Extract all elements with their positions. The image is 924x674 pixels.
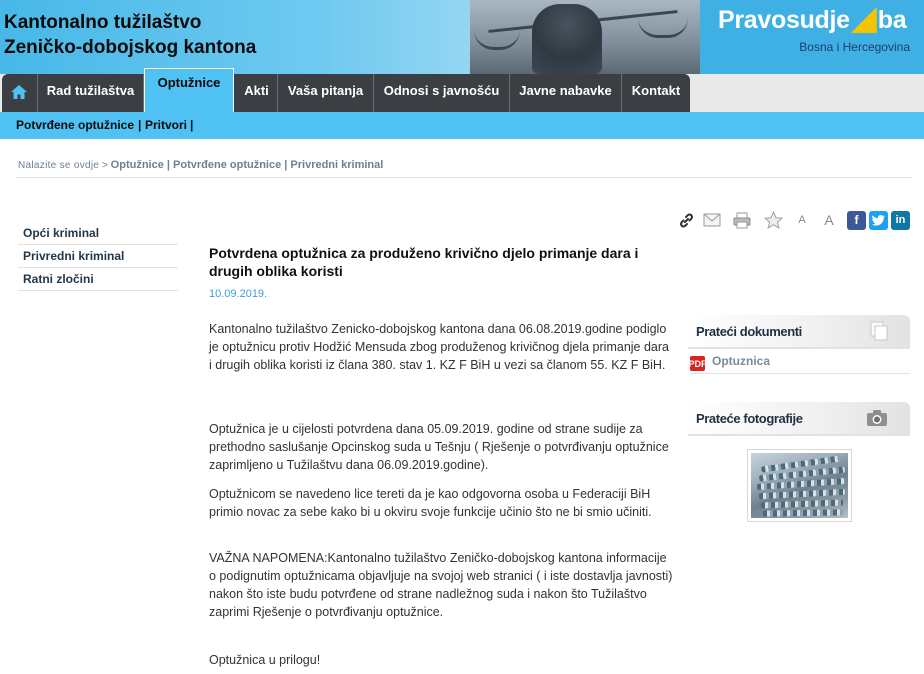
subnav-potvrdene-optuznice[interactable]: Potvrđene optužnice [16,118,135,132]
site-title-line2: Zeničko-dobojskog kantona [4,37,257,58]
facebook-icon: f [847,211,866,230]
font-increase-button[interactable]: A [824,212,834,228]
article-header [209,244,679,300]
attached-photo-image [751,453,848,518]
attached-photo-thumbnail[interactable] [747,449,852,522]
logo-subtitle: Bosna i Hercegovina [799,40,910,54]
site-header [0,0,924,74]
subnav-separator: | [138,118,142,132]
camera-icon [864,408,890,428]
article-paragraph: Optužnica u prilogu! [209,653,321,667]
article-paragraph: Optužnica je u cijelosti potvrdena dana 05.09.2019. godine od strane sudije za prethodno saslušanje Opcinskog suda u Tešnju ( Rješenje o potvrđivanju optužnice zaprimljeno u Tužilaštvu dana 06.09.2019.godine). [209,422,669,472]
logo-mark-icon [851,7,877,33]
pdf-icon: PDF [690,356,705,371]
email-icon[interactable] [701,210,723,230]
sub-nav [0,112,924,139]
header-justice-statue-image [470,0,700,74]
subnav-pritvori[interactable]: Pritvori [145,118,188,132]
nav-javne-nabavke[interactable]: Javne nabavke [510,74,622,112]
nav-home[interactable] [2,74,38,112]
nav-rad-tuzilastva[interactable]: Rad tužilaštva [38,74,144,112]
site-title-line1: Kantonalno tužilaštvo [4,12,202,33]
twitter-share-button[interactable] [869,210,888,230]
link-icon[interactable] [676,210,696,230]
left-menu-item-ratni-zlocini[interactable]: Ratni zločini [18,268,178,291]
subnav-separator: | [190,118,194,132]
nav-kontakt[interactable]: Kontakt [631,83,681,98]
article-title: Potvrdena optužnica za produženo krivično djelo primanje dara i drugih oblika koristi [209,245,639,279]
linkedin-icon: in [891,211,910,230]
left-menu [18,222,178,291]
pravosudje-logo[interactable] [700,0,924,74]
article-paragraph: VAŽNA NAPOMENA:Kantonalno tužilaštvo Zeničko-dobojskog kantona informacije o podignutim optužnicama objavljuje na svojoj web stranici ( i iste dostavlja javnosti) nakon što iste budu potvrđene od strane nadležnog suda i nakon što Tužilaštvo zaprimi Rješenje o potvrđivanju optužnice. [209,551,673,619]
document-link-optuznica[interactable]: Optuznica [712,354,771,368]
logo-text-left: Pravosudje [718,6,850,34]
left-menu-item-privredni-kriminal[interactable]: Privredni kriminal [18,245,178,268]
font-decrease-button[interactable]: A [798,214,806,226]
facebook-share-button[interactable] [847,210,866,230]
document-row[interactable] [690,350,910,374]
breadcrumb-path[interactable]: Optužnice | Potvrđene optužnice | Privredni kriminal [110,159,384,171]
favorite-star-icon[interactable] [762,210,784,230]
nav-optuznice[interactable]: Optužnice [144,68,234,112]
nav-vasa-pitanja[interactable]: Vaša pitanja [278,74,374,112]
breadcrumb-prefix: Nalazite se ovdje [18,160,100,171]
article-paragraph: Kantonalno tužilaštvo Zenicko-dobojskog kantona dana 06.08.2019.godine podiglo je optužnicu protiv Hodžić Mensuda zbog produženog krivičnog djela primanje dara i drugih oblika koristi iz člana 380. stav 1. KZ F BiH u vezi sa članom 55. KZ F BiH. [209,322,669,372]
photos-title: Prateće fotografije [696,411,803,426]
nav-akti[interactable]: Akti [236,74,278,112]
breadcrumb [18,159,383,171]
site-title[interactable] [4,10,256,60]
documents-header [688,315,910,349]
photos-header [688,402,910,436]
left-menu-item-opci-kriminal[interactable]: Opći kriminal [18,222,178,245]
nav-odnosi-s-javnoscu[interactable]: Odnosi s javnošću [374,74,510,112]
documents-title: Prateći dokumenti [696,324,802,339]
breadcrumb-arrow: > [102,160,108,171]
article-paragraph: Optužnicom se navedeno lice tereti da je kao odgovorna osoba u Federaciji BiH primio novac za sebe kako bi u okviru svoje funkcije učinio što ne bi smio učiniti. [209,487,652,519]
twitter-icon [869,211,888,230]
breadcrumb-divider [16,177,912,178]
article-toolbar [676,210,912,232]
logo-text-right: ba [877,6,907,34]
print-icon[interactable] [732,210,752,230]
linkedin-share-button[interactable] [891,210,910,230]
main-nav [0,74,924,112]
home-icon [10,84,28,100]
article-date: 10.09.2019. [209,288,268,300]
documents-icon [868,321,890,341]
